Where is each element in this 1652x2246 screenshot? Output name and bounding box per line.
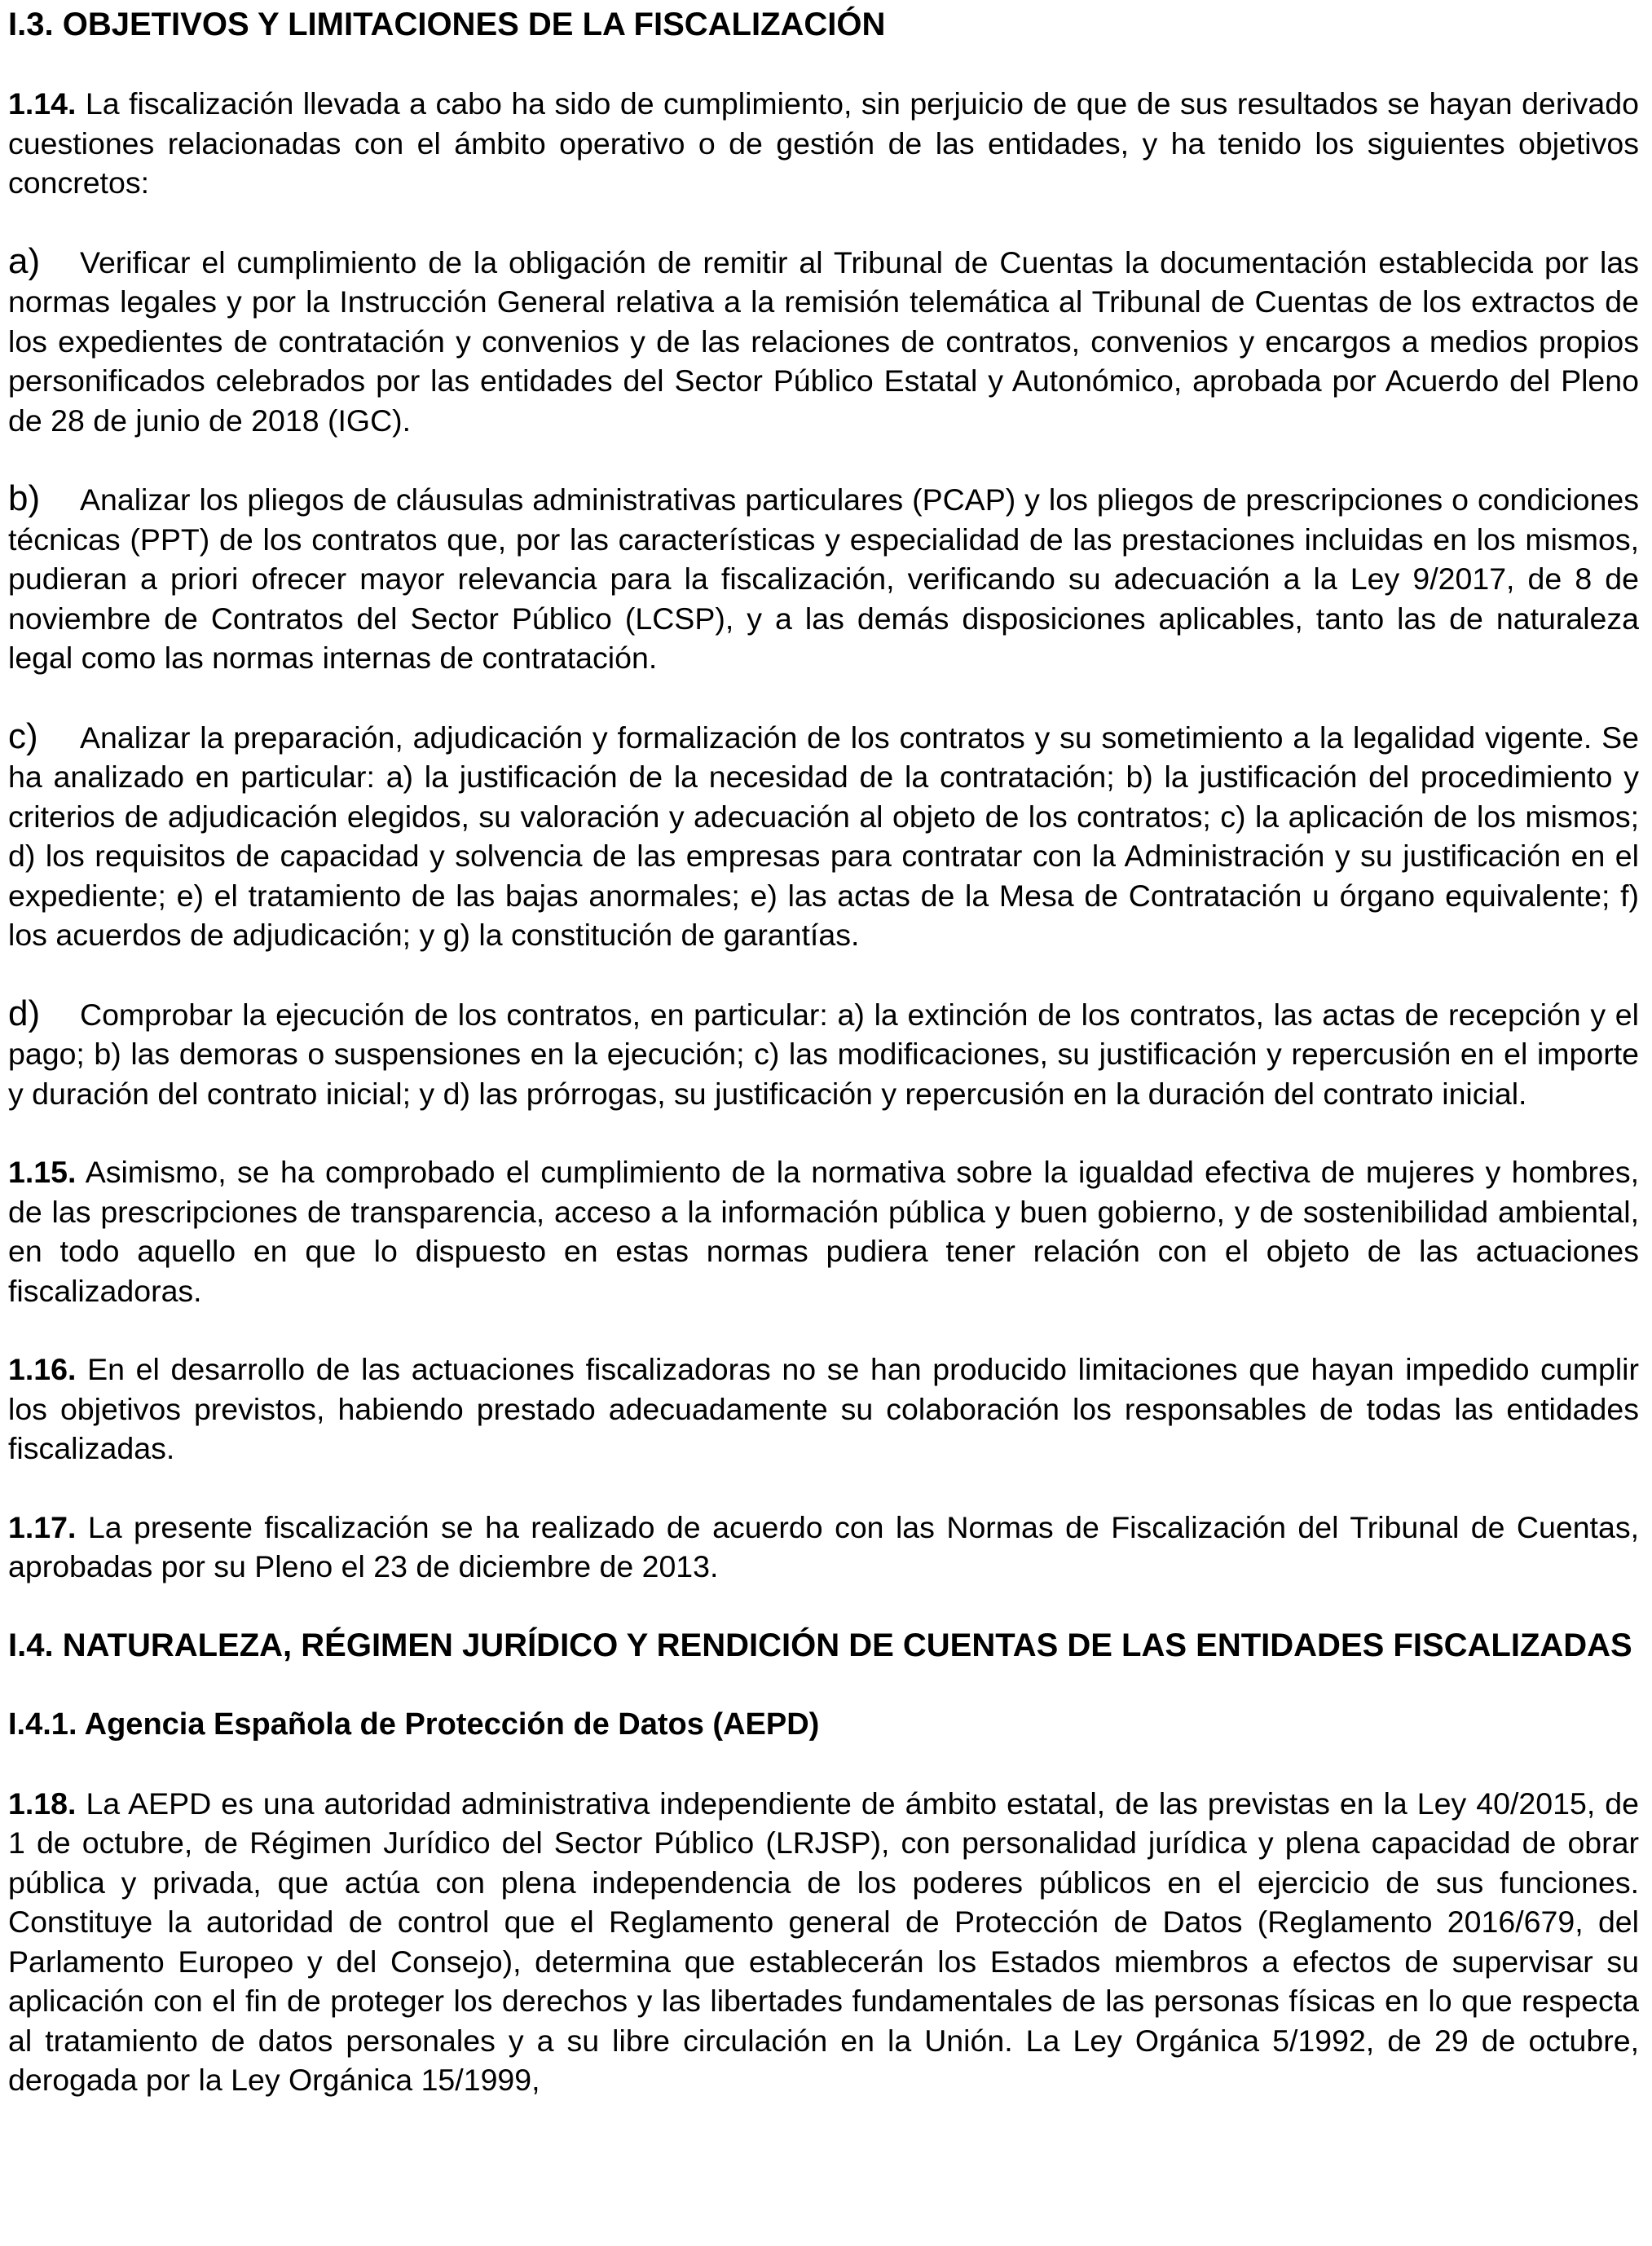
objective-b bbox=[8, 479, 1639, 678]
section-heading-1-4-1 bbox=[8, 1705, 1639, 1745]
paragraph-number: 1.18. bbox=[8, 1786, 77, 1821]
paragraph-number: 1.16. bbox=[8, 1352, 77, 1386]
objective-text: Verificar el cumplimiento de la obligación de remitir al Tribunal de Cuentas la documentación establecida por las normas legales y por la Instrucción General relativa a la remisión telemática al Tribunal de Cuentas de los extractos de los expedientes de contratación y convenios y de las relaciones de contratos, convenios y encargos a medios propios personificados celebrados por las entidades del Sector Público Estatal y Autonómico, aprobada por Acuerdo del Pleno de 28 de junio de 2018 (IGC). bbox=[8, 244, 1639, 438]
paragraph-1-18 bbox=[8, 1784, 1639, 2100]
objective-letter: b) bbox=[8, 478, 41, 518]
paragraph-text: La fiscalización llevada a cabo ha sido de cumplimiento, sin perjuicio de que de sus resultados se hayan derivado cuestiones relacionadas con el ámbito operativo o de gestión de las entidades, y ha tenido los siguientes objetivos concretos: bbox=[8, 86, 1640, 200]
section-number: I.4.1. bbox=[8, 1707, 77, 1742]
objective-c bbox=[8, 717, 1639, 955]
paragraph-text: Asimismo, se ha comprobado el cumplimiento de la normativa sobre la igualdad efectiva de mujeres y hombres, de las prescripciones de transparencia, acceso a la información pública y buen gobierno, y de sostenibilidad ambiental, en todo aquello en que lo dispuesto en estas normas pudiera tener relación con el objeto de las actuaciones fiscalizadoras. bbox=[8, 1155, 1639, 1308]
section-heading-1-4: I.4. NATURALEZA, RÉGIMEN JURÍDICO Y RENDICIÓN DE CUENTAS DE LAS ENTIDADES FISCALIZADAS bbox=[8, 1627, 1632, 1663]
objective-a bbox=[8, 242, 1639, 441]
paragraph-1-16 bbox=[8, 1350, 1639, 1469]
objective-text: Comprobar la ejecución de los contratos, en particular: a) la extinción de los contratos, las actas de recepción y el pago; b) las demoras o suspensiones en la ejecución; c) las modificaciones, su justificación y repercusión en el importe y duración del contrato inicial; y d) las prórrogas, su justificación y repercusión en la duración del contrato inicial. bbox=[8, 997, 1639, 1111]
paragraph-number: 1.17. bbox=[8, 1509, 77, 1544]
paragraph-1-15 bbox=[8, 1152, 1639, 1310]
objective-letter: a) bbox=[8, 240, 41, 281]
objective-text: Analizar la preparación, adjudicación y formalización de los contratos y su sometimiento a la legalidad vigente. Se ha analizado en particular: a) la justificación de la necesidad de la contratación; b) la justificación del procedimiento y criterios de adjudicación elegidos, su valoración y adecuación al objeto de los contratos; c) la aplicación de los mismos; d) los requisitos de capacidad y solvencia de las empresas para contratar con la Administración y su justificación en el expediente; e) el tratamiento de las bajas anormales; e) las actas de la Mesa de Contratación u órgano equivalente; f) los acuerdos de adjudicación; y g) la constitución de garantías. bbox=[8, 720, 1639, 952]
paragraph-number: 1.14. bbox=[8, 86, 77, 121]
paragraph-1-14 bbox=[8, 84, 1639, 203]
objective-letter: d) bbox=[8, 993, 41, 1033]
paragraph-1-17 bbox=[8, 1508, 1639, 1587]
paragraph-number: 1.15. bbox=[8, 1155, 77, 1189]
paragraph-text: La presente fiscalización se ha realizado de acuerdo con las Normas de Fiscalización del Tribunal de Cuentas, aprobadas por su Pleno el 23 de diciembre de 2013. bbox=[8, 1509, 1640, 1583]
document-page bbox=[8, 5, 1639, 2100]
objective-text: Analizar los pliegos de cláusulas administrativas particulares (PCAP) y los pliegos de prescripciones o condiciones técnicas (PPT) de los contratos que, por las características y especialidad de las prestaciones incluidas en los mismos, pudieran a priori ofrecer mayor relevancia para la fiscalización, verificando su adecuación a la Ley 9/2017, de 8 de noviembre de Contratos del Sector Público (LCSP), y a las demás disposiciones aplicables, tanto las de naturaleza legal como las normas internas de contratación. bbox=[8, 482, 1639, 675]
section-heading-1-3: I.3. OBJETIVOS Y LIMITACIONES DE LA FISCALIZACIÓN bbox=[8, 7, 886, 42]
paragraph-text: En el desarrollo de las actuaciones fiscalizadoras no se han producido limitaciones que hayan impedido cumplir los objetivos previstos, habiendo prestado adecuadamente su colaboración los responsables de todas las entidades fiscalizadas. bbox=[8, 1352, 1639, 1465]
paragraph-text: La AEPD es una autoridad administrativa independiente de ámbito estatal, de las previstas en la Ley 40/2015, de 1 de octubre, de Régimen Jurídico del Sector Público (LRJSP), con personalidad jurídica y plena capacidad de obrar pública y privada, que actúa con plena independencia de los poderes públicos en el ejercicio de sus funciones. Constituye la autoridad de control que el Reglamento general de Protección de Datos (Reglamento 2016/679, del Parlamento Europeo y del Consejo), determina que establecerán los Estados miembros a efectos de supervisar su aplicación con el fin de proteger los derechos y las libertades fundamentales de las personas físicas en lo que respecta al tratamiento de datos personales y a su libre circulación en la Unión. La Ley Orgánica 5/1992, de 29 de octubre, derogada por la Ley Orgánica 15/1999, bbox=[8, 1786, 1639, 2097]
objective-d bbox=[8, 994, 1639, 1114]
objective-letter: c) bbox=[8, 716, 38, 756]
section-title: Agencia Española de Protección de Datos (AEPD) bbox=[84, 1707, 820, 1742]
